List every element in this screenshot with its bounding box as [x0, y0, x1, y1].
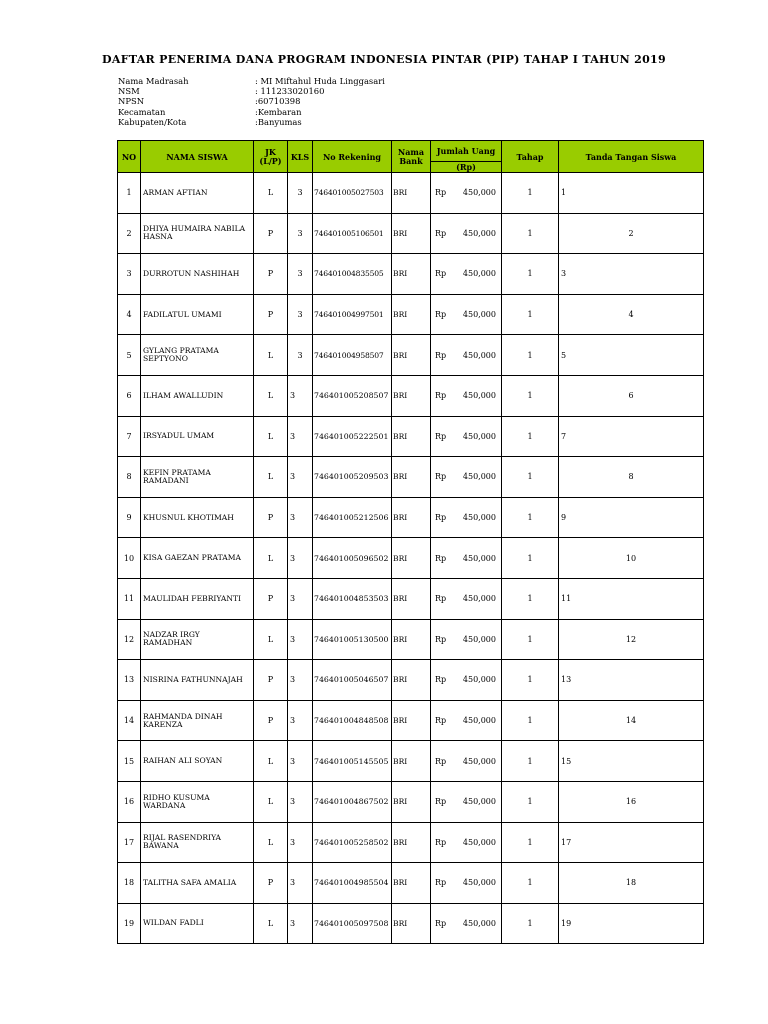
currency-label: Rp — [435, 472, 447, 482]
cell-kls: 3 — [288, 335, 313, 376]
amount-value: 450,000 — [462, 553, 496, 563]
info-label: NSM — [118, 86, 140, 97]
col-header-rekening: No Rekening — [313, 141, 392, 173]
currency-label: Rp — [435, 553, 447, 563]
table-row — [118, 619, 704, 660]
cell-bank: BRI — [392, 497, 431, 538]
currency-label: Rp — [435, 228, 447, 238]
info-label: Nama Madrasah — [118, 76, 189, 86]
cell-nama: GYLANG PRATAMA SEPTYONO — [141, 335, 254, 376]
col-header-bank: Nama Bank — [392, 141, 431, 173]
info-value: : MI Miftahul Huda Linggasari — [255, 76, 385, 86]
cell-jk: L — [254, 903, 288, 944]
cell-kls: 3 — [288, 619, 313, 660]
cell-rekening: 746401005046507 — [313, 660, 392, 701]
currency-label: Rp — [435, 797, 447, 807]
info-label: Kabupaten/Kota — [118, 116, 187, 127]
cell-jumlah — [431, 375, 502, 416]
currency-label: Rp — [435, 675, 447, 685]
cell-kls: 3 — [288, 213, 313, 254]
cell-no: 1 — [118, 173, 141, 214]
cell-nama: RIJAL RASENDRIYA BAWANA — [141, 822, 254, 863]
cell-nama: RIDHO KUSUMA WARDANA — [141, 781, 254, 822]
cell-tahap: 1 — [502, 173, 559, 214]
currency-label: Rp — [435, 594, 447, 604]
cell-kls: 3 — [288, 497, 313, 538]
amount-value: 450,000 — [462, 797, 496, 807]
cell-tahap: 1 — [502, 781, 559, 822]
cell-jumlah — [431, 294, 502, 335]
cell-tahap: 1 — [502, 578, 559, 619]
info-value: :Banyumas — [255, 116, 302, 127]
table-row — [118, 578, 704, 619]
cell-jumlah — [431, 700, 502, 741]
cell-bank: BRI — [392, 822, 431, 863]
col-header-no: NO — [118, 141, 141, 173]
cell-jk: L — [254, 375, 288, 416]
cell-jk: P — [254, 497, 288, 538]
cell-tahap: 1 — [502, 457, 559, 498]
cell-no: 17 — [118, 822, 141, 863]
cell-rekening: 746401005027503 — [313, 173, 392, 214]
cell-bank: BRI — [392, 903, 431, 944]
cell-jumlah — [431, 741, 502, 782]
cell-signature: 8 — [559, 457, 704, 498]
cell-rekening: 746401005130500 — [313, 619, 392, 660]
info-row-npsn — [118, 96, 385, 106]
currency-label: Rp — [435, 188, 447, 198]
cell-signature: 9 — [559, 497, 704, 538]
cell-kls: 3 — [288, 375, 313, 416]
amount-value: 450,000 — [462, 634, 496, 644]
cell-bank: BRI — [392, 375, 431, 416]
cell-jumlah — [431, 781, 502, 822]
cell-jk: P — [254, 213, 288, 254]
currency-label: Rp — [435, 310, 447, 320]
cell-rekening: 746401004985504 — [313, 863, 392, 904]
cell-rekening: 746401005212506 — [313, 497, 392, 538]
cell-no: 3 — [118, 254, 141, 295]
cell-bank: BRI — [392, 619, 431, 660]
cell-bank: BRI — [392, 335, 431, 376]
cell-jumlah — [431, 538, 502, 579]
cell-jumlah — [431, 416, 502, 457]
cell-tahap: 1 — [502, 700, 559, 741]
cell-signature: 17 — [559, 822, 704, 863]
cell-kls: 3 — [288, 741, 313, 782]
currency-label: Rp — [435, 431, 447, 441]
cell-rekening: 746401005209503 — [313, 457, 392, 498]
cell-jumlah — [431, 213, 502, 254]
cell-rekening: 746401005258502 — [313, 822, 392, 863]
cell-tahap: 1 — [502, 294, 559, 335]
cell-kls: 3 — [288, 781, 313, 822]
amount-value: 450,000 — [462, 513, 496, 523]
cell-kls: 3 — [288, 700, 313, 741]
cell-no: 19 — [118, 903, 141, 944]
cell-jumlah — [431, 457, 502, 498]
cell-rekening: 746401004848508 — [313, 700, 392, 741]
amount-value: 450,000 — [462, 228, 496, 238]
currency-label: Rp — [435, 756, 447, 766]
amount-value: 450,000 — [462, 310, 496, 320]
cell-nama: NISRINA FATHUNNAJAH — [141, 660, 254, 701]
cell-tahap: 1 — [502, 903, 559, 944]
currency-label: Rp — [435, 391, 447, 401]
amount-value: 450,000 — [462, 675, 496, 685]
amount-value: 450,000 — [462, 837, 496, 847]
table-header-row — [118, 141, 704, 162]
amount-value: 450,000 — [462, 269, 496, 279]
info-row-nsm — [118, 86, 385, 96]
cell-no: 18 — [118, 863, 141, 904]
school-info — [118, 76, 385, 127]
cell-tahap: 1 — [502, 213, 559, 254]
currency-label: Rp — [435, 634, 447, 644]
cell-jk: L — [254, 822, 288, 863]
cell-signature: 16 — [559, 781, 704, 822]
info-row-kabupaten — [118, 117, 385, 127]
cell-nama: KHUSNUL KHOTIMAH — [141, 497, 254, 538]
col-header-tahap: Tahap — [502, 141, 559, 173]
amount-value: 450,000 — [462, 756, 496, 766]
table-row — [118, 254, 704, 295]
cell-signature: 1 — [559, 173, 704, 214]
col-header-kls: KLS — [288, 141, 313, 173]
cell-bank: BRI — [392, 538, 431, 579]
cell-jk: L — [254, 619, 288, 660]
cell-no: 8 — [118, 457, 141, 498]
cell-kls: 3 — [288, 173, 313, 214]
cell-nama: FADILATUL UMAMI — [141, 294, 254, 335]
cell-jumlah — [431, 173, 502, 214]
amount-value: 450,000 — [462, 594, 496, 604]
cell-rekening: 746401005096502 — [313, 538, 392, 579]
cell-signature: 6 — [559, 375, 704, 416]
cell-bank: BRI — [392, 213, 431, 254]
cell-jk: P — [254, 700, 288, 741]
cell-rekening: 746401004997501 — [313, 294, 392, 335]
cell-signature: 4 — [559, 294, 704, 335]
cell-tahap: 1 — [502, 497, 559, 538]
amount-value: 450,000 — [462, 878, 496, 888]
cell-bank: BRI — [392, 781, 431, 822]
cell-tahap: 1 — [502, 660, 559, 701]
col-header-ttd: Tanda Tangan Siswa — [559, 141, 704, 173]
cell-tahap: 1 — [502, 416, 559, 457]
currency-label: Rp — [435, 513, 447, 523]
cell-jk: L — [254, 335, 288, 376]
cell-jumlah — [431, 660, 502, 701]
currency-label: Rp — [435, 918, 447, 928]
cell-no: 12 — [118, 619, 141, 660]
cell-jk: P — [254, 660, 288, 701]
cell-bank: BRI — [392, 700, 431, 741]
cell-bank: BRI — [392, 578, 431, 619]
cell-signature: 12 — [559, 619, 704, 660]
cell-jumlah — [431, 822, 502, 863]
cell-bank: BRI — [392, 741, 431, 782]
cell-signature: 15 — [559, 741, 704, 782]
cell-kls: 3 — [288, 863, 313, 904]
amount-value: 450,000 — [462, 431, 496, 441]
cell-jumlah — [431, 863, 502, 904]
cell-rekening: 746401004835505 — [313, 254, 392, 295]
cell-tahap: 1 — [502, 375, 559, 416]
table-row — [118, 741, 704, 782]
cell-kls: 3 — [288, 578, 313, 619]
document-title: DAFTAR PENERIMA DANA PROGRAM INDONESIA PINTAR (PIP) TAHAP I TAHUN 2019 — [102, 53, 666, 66]
cell-jk: L — [254, 538, 288, 579]
cell-bank: BRI — [392, 457, 431, 498]
cell-nama: DHIYA HUMAIRA NABILA HASNA — [141, 213, 254, 254]
cell-jk: L — [254, 173, 288, 214]
table-row — [118, 863, 704, 904]
cell-kls: 3 — [288, 538, 313, 579]
cell-signature: 3 — [559, 254, 704, 295]
table-row — [118, 903, 704, 944]
cell-no: 15 — [118, 741, 141, 782]
amount-value: 450,000 — [462, 188, 496, 198]
table-row — [118, 375, 704, 416]
cell-bank: BRI — [392, 863, 431, 904]
info-value: : 111233020160 — [255, 86, 325, 97]
cell-jumlah — [431, 254, 502, 295]
cell-no: 9 — [118, 497, 141, 538]
col-header-nama: NAMA SISWA — [141, 141, 254, 173]
cell-nama: RAIHAN ALI SOYAN — [141, 741, 254, 782]
amount-value: 450,000 — [462, 918, 496, 928]
col-header-jumlah-unit: (Rp) — [431, 162, 502, 173]
cell-jumlah — [431, 903, 502, 944]
cell-tahap: 1 — [502, 538, 559, 579]
amount-value: 450,000 — [462, 472, 496, 482]
cell-tahap: 1 — [502, 741, 559, 782]
table-row — [118, 822, 704, 863]
cell-rekening: 746401005106501 — [313, 213, 392, 254]
cell-kls: 3 — [288, 660, 313, 701]
cell-no: 16 — [118, 781, 141, 822]
cell-jumlah — [431, 619, 502, 660]
info-row-kecamatan — [118, 107, 385, 117]
table-row — [118, 457, 704, 498]
cell-jk: P — [254, 254, 288, 295]
col-header-jumlah: Jumlah Uang — [431, 141, 502, 162]
cell-no: 4 — [118, 294, 141, 335]
cell-nama: ILHAM AWALLUDIN — [141, 375, 254, 416]
table-row — [118, 294, 704, 335]
cell-kls: 3 — [288, 254, 313, 295]
table-row — [118, 173, 704, 214]
cell-jumlah — [431, 578, 502, 619]
cell-tahap: 1 — [502, 822, 559, 863]
cell-nama: RAHMANDA DINAH KARENZA — [141, 700, 254, 741]
table-row — [118, 781, 704, 822]
cell-no: 5 — [118, 335, 141, 376]
amount-value: 450,000 — [462, 391, 496, 401]
table-row — [118, 416, 704, 457]
cell-rekening: 746401005208507 — [313, 375, 392, 416]
cell-signature: 11 — [559, 578, 704, 619]
cell-rekening: 746401004867502 — [313, 781, 392, 822]
currency-label: Rp — [435, 878, 447, 888]
recipients-table — [117, 140, 704, 944]
table-row — [118, 213, 704, 254]
info-row-madrasah — [118, 76, 385, 86]
table-row — [118, 700, 704, 741]
cell-signature: 18 — [559, 863, 704, 904]
cell-no: 13 — [118, 660, 141, 701]
cell-kls: 3 — [288, 294, 313, 335]
cell-bank: BRI — [392, 416, 431, 457]
cell-signature: 5 — [559, 335, 704, 376]
cell-no: 6 — [118, 375, 141, 416]
info-label: NPSN — [118, 96, 145, 107]
table-row — [118, 660, 704, 701]
table-row — [118, 335, 704, 376]
cell-no: 11 — [118, 578, 141, 619]
cell-kls: 3 — [288, 822, 313, 863]
cell-nama: KISA GAEZAN PRATAMA — [141, 538, 254, 579]
info-label: Kecamatan — [118, 106, 166, 117]
cell-jk: L — [254, 457, 288, 498]
cell-kls: 3 — [288, 903, 313, 944]
cell-tahap: 1 — [502, 863, 559, 904]
table-row — [118, 497, 704, 538]
cell-nama: TALITHA SAFA AMALIA — [141, 863, 254, 904]
cell-jk: L — [254, 781, 288, 822]
cell-jumlah — [431, 497, 502, 538]
cell-jk: L — [254, 741, 288, 782]
cell-rekening: 746401004853503 — [313, 578, 392, 619]
cell-jk: P — [254, 294, 288, 335]
cell-jk: L — [254, 416, 288, 457]
cell-tahap: 1 — [502, 254, 559, 295]
info-value: :60710398 — [255, 96, 301, 107]
cell-nama: IRSYADUL UMAM — [141, 416, 254, 457]
cell-rekening: 746401005097508 — [313, 903, 392, 944]
cell-no: 14 — [118, 700, 141, 741]
col-header-jk: JK (L/P) — [254, 141, 288, 173]
cell-jk: P — [254, 863, 288, 904]
cell-bank: BRI — [392, 660, 431, 701]
cell-signature: 7 — [559, 416, 704, 457]
cell-nama: ARMAN AFTIAN — [141, 173, 254, 214]
cell-bank: BRI — [392, 294, 431, 335]
cell-nama: WILDAN FADLI — [141, 903, 254, 944]
cell-no: 2 — [118, 213, 141, 254]
cell-rekening: 746401005145505 — [313, 741, 392, 782]
currency-label: Rp — [435, 350, 447, 360]
currency-label: Rp — [435, 716, 447, 726]
cell-nama: MAULIDAH FEBRIYANTI — [141, 578, 254, 619]
cell-tahap: 1 — [502, 619, 559, 660]
table-row — [118, 538, 704, 579]
cell-no: 7 — [118, 416, 141, 457]
table-body — [118, 173, 704, 944]
cell-signature: 19 — [559, 903, 704, 944]
cell-rekening: 746401005222501 — [313, 416, 392, 457]
info-value: :Kembaran — [255, 106, 302, 117]
cell-tahap: 1 — [502, 335, 559, 376]
cell-signature: 10 — [559, 538, 704, 579]
cell-signature: 2 — [559, 213, 704, 254]
cell-jk: P — [254, 578, 288, 619]
currency-label: Rp — [435, 269, 447, 279]
cell-no: 10 — [118, 538, 141, 579]
cell-jumlah — [431, 335, 502, 376]
cell-signature: 13 — [559, 660, 704, 701]
cell-bank: BRI — [392, 173, 431, 214]
amount-value: 450,000 — [462, 716, 496, 726]
cell-kls: 3 — [288, 416, 313, 457]
amount-value: 450,000 — [462, 350, 496, 360]
cell-kls: 3 — [288, 457, 313, 498]
cell-nama: NADZAR IRGY RAMADHAN — [141, 619, 254, 660]
cell-rekening: 746401004958507 — [313, 335, 392, 376]
cell-signature: 14 — [559, 700, 704, 741]
currency-label: Rp — [435, 837, 447, 847]
cell-nama: DURROTUN NASHIHAH — [141, 254, 254, 295]
cell-bank: BRI — [392, 254, 431, 295]
cell-nama: KEFIN PRATAMA RAMADANI — [141, 457, 254, 498]
